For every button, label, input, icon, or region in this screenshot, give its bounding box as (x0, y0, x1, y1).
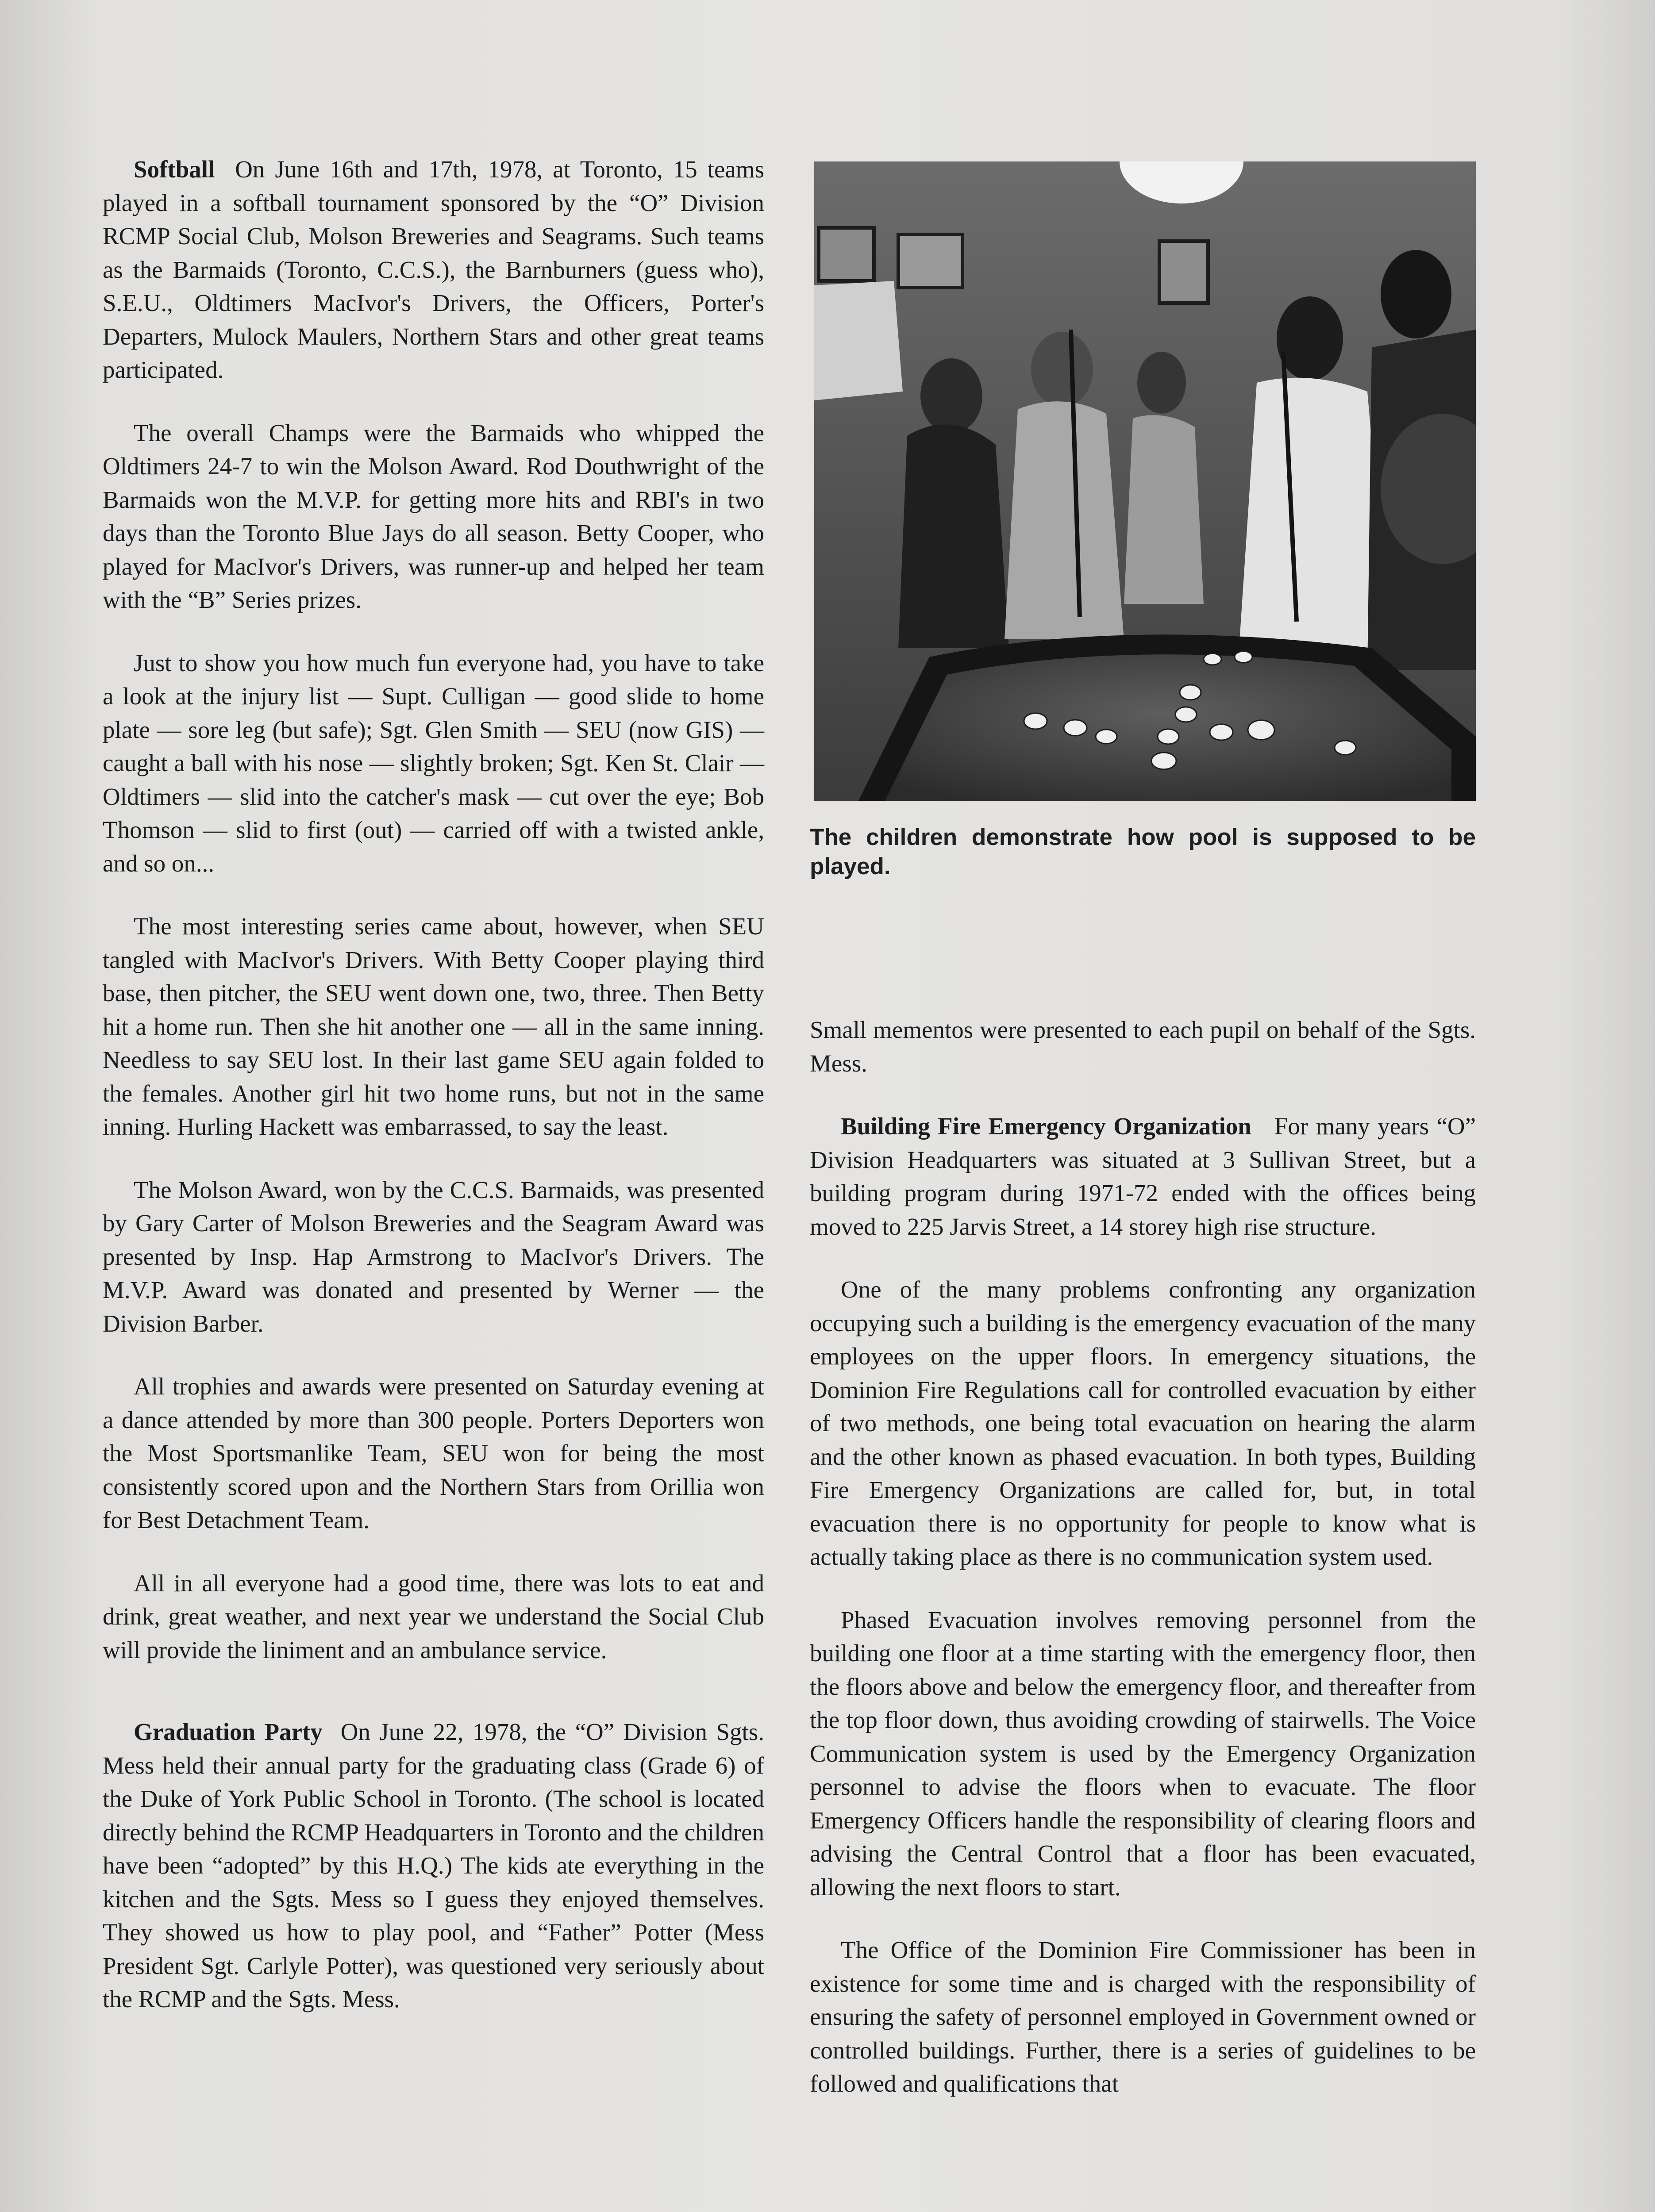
left-column (103, 153, 764, 2046)
softball-paragraph-7: All in all everyone had a good time, there was lots to eat and drink, great weather, and next year we understand the Social Club will provide the liniment and an ambulance service. (103, 1569, 764, 1663)
softball-paragraph-6: All trophies and awards were presented on Saturday evening at a dance attended by more than 300 people. Porters Deporters won the Most Sportsmanlike Team, SEU won for being the most consistently scored upon and the Northern Stars from Orillia won for Best Detachment Team. (103, 1373, 764, 1533)
softball-paragraph-2: The overall Champs were the Barmaids who whipped the Oldtimers 24-7 to win the Molson Award. Rod Douthwright of the Barmaids won the M.V.P. for getting more hits and RBI's in two days than the Toronto Blue Jays do all season. Betty Cooper, who played for MacIvor's Drivers, was runner-up and helped her team with the “B” Series prizes. (103, 419, 764, 613)
graduation-text: On June 22, 1978, the “O” Division Sgts. Mess held their annual party for the graduating class (Grade 6) of the Duke of York Public School in Toronto. (The school is located directly behind the RCMP Headquarters in Toronto and the children have been “adopted” by this H.Q.) The kids ate everything in the kitchen and the Sgts. Mess so I guess they enjoyed themselves. They showed us how to play pool, and “Father” Potter (Mess President Sgt. Carlyle Potter), was questioned very seriously about the RCMP and the Sgts. Mess. (103, 1718, 764, 2012)
fire-paragraph-3: The Office of the Dominion Fire Commissioner has been in existence for some time and is charged with the responsibility of ensuring the safety of personnel employed in Government owned or controlled buildings. Further, there is a series of guidelines to be followed and qualifications that (810, 1936, 1476, 2097)
softball-text-1: On June 16th and 17th, 1978, at Toronto, 15 teams played in a softball tournament sponsored by the “O” Division RCMP Social Club, Molson Breweries and Seagrams. Such teams as the Barmaids (Toronto, C.C.S.), the Barnburners (guess who), S.E.U., Oldtimers MacIvor's Drivers, the Officers, Porter's Departers, Mulock Maulers, Northern Stars and other great teams participated. (103, 156, 764, 383)
graduation-continuation: Small mementos were presented to each pupil on behalf of the Sgts. Mess. (810, 1016, 1476, 1077)
softball-heading: Softball (134, 156, 215, 183)
fire-intro-text: For many years “O” Division Headquarters was situated at 3 Sullivan Street, but a building program during 1971-72 ended with the offices being moved to 225 Jarvis Street, a 14 storey high rise structure. (810, 1113, 1476, 1240)
graduation-paragraph (103, 1715, 764, 2016)
softball-paragraph-3: Just to show you how much fun everyone had, you have to take a look at the injury list — Supt. Culligan — good slide to home plate — sore leg (but safe); Sgt. Glen Smith — SEU (now GIS) — caught a ball with his nose — slightly broken; Sgt. Ken St. Clair — Oldtimers — slid into the catcher's mask — cut over the eye; Bob Thomson — slid to first (out) — carried off with a twisted ankle, and so on... (103, 649, 764, 877)
fire-paragraph-2: Phased Evacuation involves removing personnel from the building one floor at a time starting with the emergency floor, then the floors above and below the emergency floor, and thereafter from the top floor down, thus avoiding crowding of stairwells. The Voice Communication system is used by the Emergency Organization personnel to advise the floors when to evacuate. The floor Emergency Officers handle the responsibility of clearing floors and advising the Central Control that a floor has been evacuated, allowing the next floors to start. (810, 1606, 1476, 1901)
fire-paragraph-intro (810, 1110, 1476, 1243)
graduation-heading: Graduation Party (134, 1718, 323, 1745)
fire-paragraph-1: One of the many problems confronting any organization occupying such a building is the emergency evacuation of the many employees on the upper floors. In emergency situations, the Dominion Fire Regulations call for controlled evacuation by either of two methods, one being total evacuation on hearing the alarm and the other known as phased evacuation. In both types, Building Fire Emergency Organizations are called for, but, in total evacuation there is no opportunity for people to know what is actually taking place as there is no communication system used. (810, 1276, 1476, 1570)
softball-paragraph-4: The most interesting series came about, however, when SEU tangled with MacIvor's Drivers. With Betty Cooper playing third base, then pitcher, the SEU went down one, two, three. Then Betty hit a home run. Then she hit another one — all in the same inning. Needless to say SEU lost. In their last game SEU again folded to the females. Another girl hit two home runs, but not in the same inning. Hurling Hackett was embarrassed, to say the least. (103, 913, 764, 1140)
softball-paragraph-1 (103, 153, 764, 387)
pool-table-photo (814, 161, 1476, 801)
photo-caption: The children demonstrate how pool is supposed to be played. (810, 824, 1476, 879)
right-column (810, 1013, 1476, 2130)
fire-heading: Building Fire Emergency Organization (841, 1113, 1251, 1140)
softball-paragraph-5: The Molson Award, won by the C.C.S. Barmaids, was presented by Gary Carter of Molson Breweries and the Seagram Award was presented by Insp. Hap Armstrong to MacIvor's Drivers. The M.V.P. Award was donated and presented by Werner — the Division Barber. (103, 1176, 764, 1337)
